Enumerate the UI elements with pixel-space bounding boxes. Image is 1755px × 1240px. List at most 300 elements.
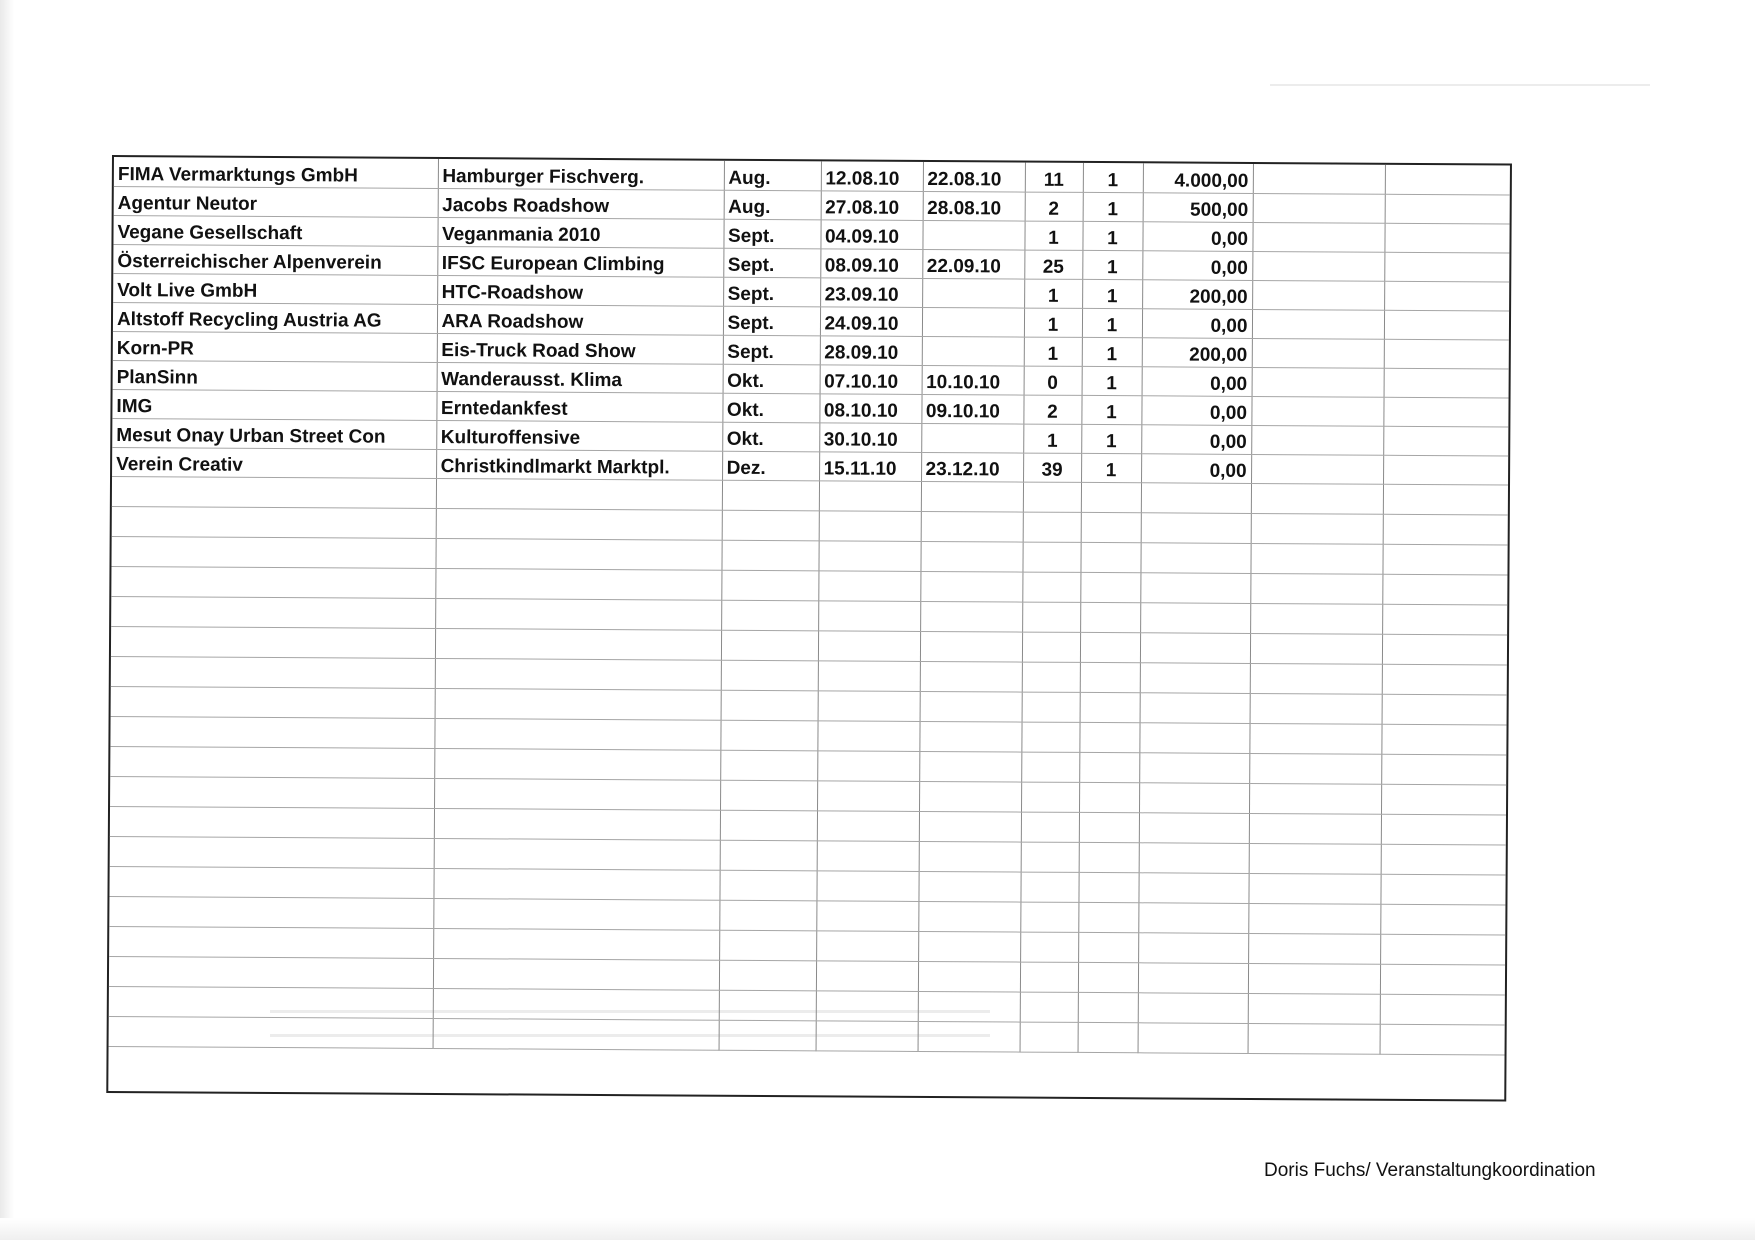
amount-cell: 200,00 xyxy=(1142,337,1252,367)
blank-cell xyxy=(1021,842,1079,872)
event-cell: Hamburger Fischverg. xyxy=(438,159,724,190)
month-cell: Okt. xyxy=(722,422,819,452)
blank-cell xyxy=(1138,872,1248,903)
start-date-cell: 08.09.10 xyxy=(820,248,922,278)
blank-cell xyxy=(110,746,434,778)
blank-cell xyxy=(1022,572,1080,602)
month-cell: Sept. xyxy=(723,219,820,249)
blank-cell xyxy=(816,960,918,991)
blank-cell xyxy=(919,781,1021,812)
blank-cell xyxy=(1382,574,1507,605)
blank-cell xyxy=(112,476,436,508)
blank-cell xyxy=(1252,309,1384,339)
days-cell: 2 xyxy=(1023,395,1081,424)
blank-cell xyxy=(1384,339,1509,369)
event-cell: Christkindlmarkt Marktpl. xyxy=(436,449,722,480)
blank-cell xyxy=(433,988,719,1020)
blank-cell xyxy=(1020,1022,1078,1052)
month-cell: Dez. xyxy=(722,451,819,481)
blank-cell xyxy=(1249,723,1381,754)
organizer-cell: Agentur Neutor xyxy=(114,186,438,217)
blank-cell xyxy=(109,866,433,898)
blank-cell xyxy=(1139,722,1249,753)
blank-cell xyxy=(1022,632,1080,662)
blank-cell xyxy=(109,956,433,988)
blank-cell xyxy=(1248,993,1380,1024)
blank-cell xyxy=(110,776,434,808)
blank-cell xyxy=(1140,692,1250,723)
month-cell: Sept. xyxy=(723,335,820,365)
days-cell: 1 xyxy=(1024,308,1082,337)
blank-cell xyxy=(918,871,1020,902)
blank-cell xyxy=(918,991,1020,1022)
blank-cell xyxy=(721,600,818,631)
blank-cell xyxy=(1079,752,1139,782)
blank-cell xyxy=(1079,722,1139,752)
blank-cell xyxy=(1022,662,1080,692)
blank-cell xyxy=(1081,512,1141,542)
blank-cell xyxy=(434,778,720,810)
blank-cell xyxy=(1384,223,1509,253)
blank-cell xyxy=(721,570,818,601)
blank-cell xyxy=(722,480,819,511)
blank-cell xyxy=(1140,662,1250,693)
blank-cell xyxy=(1382,634,1507,665)
blank-cell xyxy=(1381,724,1506,755)
blank-cell xyxy=(1380,874,1505,905)
start-date-cell: 12.08.10 xyxy=(821,161,923,191)
count-cell: 1 xyxy=(1082,337,1142,366)
blank-cell xyxy=(1023,512,1081,542)
blank-cell xyxy=(918,931,1020,962)
blank-cell xyxy=(110,716,434,748)
blank-cell xyxy=(1380,964,1505,995)
end-date-cell: 09.10.10 xyxy=(921,394,1023,424)
blank-cell xyxy=(1250,663,1382,694)
blank-cell xyxy=(1384,310,1509,340)
blank-cell xyxy=(1138,902,1248,933)
start-date-cell: 04.09.10 xyxy=(820,219,922,249)
end-date-cell xyxy=(922,220,1024,250)
event-cell: HTC-Roadshow xyxy=(437,275,723,306)
blank-cell xyxy=(1022,692,1080,722)
month-cell: Aug. xyxy=(724,161,821,191)
blank-cell xyxy=(819,510,921,541)
count-cell: 1 xyxy=(1082,250,1142,279)
signature-line: Doris Fuchs/ Veranstaltungkoordination xyxy=(1264,1160,1596,1181)
blank-cell xyxy=(721,630,818,661)
blank-cell xyxy=(1020,962,1078,992)
blank-cell xyxy=(1251,454,1383,484)
blank-cell xyxy=(1080,572,1140,602)
blank-cell xyxy=(1383,426,1508,456)
blank-cell xyxy=(919,751,1021,782)
blank-cell xyxy=(1023,482,1081,512)
blank-cell xyxy=(111,686,435,718)
days-cell: 11 xyxy=(1025,163,1083,192)
blank-cell xyxy=(720,780,817,811)
count-cell: 1 xyxy=(1082,366,1142,395)
event-cell: IFSC European Climbing xyxy=(437,246,723,277)
blank-cell xyxy=(1248,903,1380,934)
blank-cell xyxy=(1381,814,1506,845)
organizer-cell: PlanSinn xyxy=(113,360,437,391)
blank-cell xyxy=(1138,992,1248,1023)
days-cell: 1 xyxy=(1024,279,1082,308)
blank-cell xyxy=(1250,633,1382,664)
blank-cell xyxy=(1249,753,1381,784)
blank-cell xyxy=(719,1020,816,1051)
blank-cell xyxy=(720,810,817,841)
end-date-cell xyxy=(922,307,1024,337)
month-cell: Aug. xyxy=(724,190,821,220)
blank-cell xyxy=(1078,902,1138,932)
blank-cell xyxy=(1139,812,1249,843)
event-cell: Eis-Truck Road Show xyxy=(437,333,723,364)
event-cell: Wanderausst. Klima xyxy=(437,362,723,393)
blank-cell xyxy=(1380,934,1505,965)
blank-cell xyxy=(921,481,1023,512)
blank-cell xyxy=(719,900,816,931)
blank-cell xyxy=(920,541,1022,572)
blank-cell xyxy=(920,601,1022,632)
blank-cell xyxy=(719,870,816,901)
blank-cell xyxy=(109,986,433,1018)
blank-cell xyxy=(720,750,817,781)
blank-cell xyxy=(818,600,920,631)
blank-cell xyxy=(435,628,721,660)
blank-cell xyxy=(816,990,918,1021)
event-cell: Jacobs Roadshow xyxy=(438,188,724,219)
amount-cell: 4.000,00 xyxy=(1143,163,1253,193)
count-cell: 1 xyxy=(1083,163,1143,192)
scan-bottom-shadow xyxy=(0,1218,1755,1240)
month-cell: Sept. xyxy=(723,306,820,336)
blank-cell xyxy=(1252,251,1384,281)
blank-cell xyxy=(1384,281,1509,311)
blank-cell xyxy=(1253,193,1385,223)
blank-cell xyxy=(1382,664,1507,695)
count-cell: 1 xyxy=(1082,279,1142,308)
blank-cell xyxy=(1080,602,1140,632)
blank-cell xyxy=(817,780,919,811)
blank-cell xyxy=(1383,397,1508,427)
end-date-cell xyxy=(922,278,1024,308)
event-cell: Veganmania 2010 xyxy=(437,217,723,248)
blank-cell xyxy=(817,720,919,751)
blank-cell xyxy=(816,1020,918,1051)
blank-cell xyxy=(1079,782,1139,812)
blank-cell xyxy=(433,868,719,900)
blank-cell xyxy=(1139,782,1249,813)
blank-cell xyxy=(1251,425,1383,455)
days-cell: 1 xyxy=(1023,424,1081,453)
blank-cell xyxy=(434,748,720,780)
event-cell: Erntedankfest xyxy=(436,391,722,422)
blank-cell xyxy=(1248,963,1380,994)
start-date-cell: 08.10.10 xyxy=(819,393,921,423)
blank-cell xyxy=(1020,872,1078,902)
month-cell: Okt. xyxy=(722,393,819,423)
blank-cell xyxy=(109,896,433,928)
blank-cell xyxy=(1252,367,1384,397)
blank-cell xyxy=(1021,782,1079,812)
blank-cell xyxy=(1022,602,1080,632)
blank-cell xyxy=(921,511,1023,542)
blank-cell xyxy=(818,630,920,661)
blank-cell xyxy=(719,930,816,961)
organizer-cell: Vegane Gesellschaft xyxy=(113,215,437,246)
blank-cell xyxy=(920,571,1022,602)
blank-cell xyxy=(918,961,1020,992)
blank-cell xyxy=(1382,604,1507,635)
blank-cell xyxy=(435,598,721,630)
end-date-cell xyxy=(922,336,1024,366)
blank-cell xyxy=(1251,483,1383,514)
organizer-cell: IMG xyxy=(112,389,436,420)
blank-cell xyxy=(1380,904,1505,935)
blank-cell xyxy=(1252,222,1384,252)
blank-cell xyxy=(1250,603,1382,634)
blank-cell xyxy=(1381,754,1506,785)
blank-cell xyxy=(1020,932,1078,962)
blank-cell xyxy=(433,898,719,930)
blank-cell xyxy=(1383,455,1508,485)
blank-cell xyxy=(435,658,721,690)
blank-cell xyxy=(920,631,1022,662)
blank-cell xyxy=(1078,962,1138,992)
blank-cell xyxy=(1251,513,1383,544)
blank-cell xyxy=(721,540,818,571)
blank-cell xyxy=(818,540,920,571)
blank-cell xyxy=(816,900,918,931)
blank-cell xyxy=(1251,396,1383,426)
blank-cell xyxy=(434,808,720,840)
blank-cell xyxy=(111,656,435,688)
organizer-cell: FIMA Vermarktungs GmbH xyxy=(114,157,438,188)
blank-cell xyxy=(720,840,817,871)
blank-cell xyxy=(1249,783,1381,814)
blank-cell xyxy=(816,870,918,901)
blank-cell xyxy=(818,690,920,721)
blank-cell xyxy=(1080,632,1140,662)
blank-cell xyxy=(111,596,435,628)
start-date-cell: 30.10.10 xyxy=(819,422,921,452)
events-table-frame xyxy=(106,155,1512,1102)
blank-cell xyxy=(110,836,434,868)
blank-cell xyxy=(1081,482,1141,512)
blank-cell xyxy=(1140,632,1250,663)
blank-cell xyxy=(1381,844,1506,875)
amount-cell: 0,00 xyxy=(1141,453,1251,483)
event-cell: ARA Roadshow xyxy=(437,304,723,335)
blank-cell xyxy=(433,958,719,990)
blank-cell xyxy=(1139,752,1249,783)
blank-cell xyxy=(816,930,918,961)
blank-cell xyxy=(1249,843,1381,874)
organizer-cell: Korn-PR xyxy=(113,331,437,362)
blank-cell xyxy=(719,960,816,991)
events-table xyxy=(109,157,1510,1055)
start-date-cell: 24.09.10 xyxy=(820,306,922,336)
count-cell: 1 xyxy=(1083,192,1143,221)
blank-cell xyxy=(1021,722,1079,752)
blank-cell xyxy=(920,691,1022,722)
blank-cell xyxy=(1020,902,1078,932)
blank-cell xyxy=(1385,194,1510,224)
blank-cell xyxy=(1248,1023,1380,1054)
start-date-cell: 23.09.10 xyxy=(820,277,922,307)
organizer-cell: Österreichischer Alpenverein xyxy=(113,244,437,275)
days-cell: 39 xyxy=(1023,453,1081,482)
blank-cell xyxy=(1385,165,1510,195)
month-cell: Okt. xyxy=(723,364,820,394)
blank-cell xyxy=(1382,694,1507,725)
blank-cell xyxy=(1078,872,1138,902)
month-cell: Sept. xyxy=(723,277,820,307)
blank-cell xyxy=(112,506,436,538)
blank-cell xyxy=(436,508,722,540)
bleed-through-mark xyxy=(1270,84,1650,86)
blank-cell xyxy=(1140,572,1250,603)
blank-cell xyxy=(1021,812,1079,842)
blank-cell xyxy=(1249,813,1381,844)
start-date-cell: 15.11.10 xyxy=(819,451,921,481)
blank-cell xyxy=(433,1018,719,1050)
end-date-cell: 10.10.10 xyxy=(922,365,1024,395)
blank-cell xyxy=(111,536,435,568)
blank-cell xyxy=(918,901,1020,932)
blank-cell xyxy=(722,510,819,541)
start-date-cell: 28.09.10 xyxy=(820,335,922,365)
blank-cell xyxy=(1384,252,1509,282)
organizer-cell: Altstoff Recycling Austria AG xyxy=(113,302,437,333)
days-cell: 1 xyxy=(1024,221,1082,250)
blank-cell xyxy=(109,926,433,958)
blank-cell xyxy=(111,626,435,658)
blank-cell xyxy=(1079,842,1139,872)
amount-cell: 0,00 xyxy=(1142,308,1252,338)
blank-cell xyxy=(721,660,818,691)
blank-cell xyxy=(819,480,921,511)
end-date-cell: 28.08.10 xyxy=(923,191,1025,221)
blank-cell xyxy=(818,570,920,601)
blank-cell xyxy=(1138,1022,1248,1053)
blank-cell xyxy=(1252,280,1384,310)
blank-cell xyxy=(1078,932,1138,962)
blank-cell xyxy=(1248,933,1380,964)
blank-cell xyxy=(1140,602,1250,633)
blank-cell xyxy=(919,811,1021,842)
blank-cell xyxy=(817,840,919,871)
count-cell: 1 xyxy=(1082,308,1142,337)
blank-cell xyxy=(719,990,816,1021)
organizer-cell: Mesut Onay Urban Street Con xyxy=(112,418,436,449)
amount-cell: 0,00 xyxy=(1142,250,1252,280)
scan-edge-shadow xyxy=(0,0,14,1240)
blank-cell xyxy=(919,721,1021,752)
days-cell: 2 xyxy=(1025,192,1083,221)
end-date-cell: 22.08.10 xyxy=(923,162,1025,192)
start-date-cell: 07.10.10 xyxy=(820,364,922,394)
blank-cell xyxy=(434,718,720,750)
start-date-cell: 27.08.10 xyxy=(821,190,923,220)
amount-cell: 500,00 xyxy=(1143,192,1253,222)
blank-cell xyxy=(1078,992,1138,1022)
blank-cell xyxy=(1380,1024,1505,1055)
blank-cell xyxy=(1380,994,1505,1025)
blank-cell xyxy=(434,838,720,870)
blank-cell xyxy=(1138,932,1248,963)
amount-cell: 0,00 xyxy=(1142,366,1252,396)
days-cell: 1 xyxy=(1024,337,1082,366)
blank-cell xyxy=(433,928,719,960)
days-cell: 0 xyxy=(1024,366,1082,395)
count-cell: 1 xyxy=(1082,221,1142,250)
blank-cell xyxy=(1141,482,1251,513)
blank-cell xyxy=(920,661,1022,692)
count-cell: 1 xyxy=(1081,453,1141,482)
count-cell: 1 xyxy=(1081,395,1141,424)
event-cell: Kulturoffensive xyxy=(436,420,722,451)
blank-cell xyxy=(1078,1022,1138,1052)
blank-cell xyxy=(1139,842,1249,873)
blank-cell xyxy=(918,1021,1020,1052)
blank-cell xyxy=(111,566,435,598)
amount-cell: 200,00 xyxy=(1142,279,1252,309)
blank-cell xyxy=(1080,692,1140,722)
blank-cell xyxy=(109,1016,433,1048)
end-date-cell: 22.09.10 xyxy=(922,249,1024,279)
blank-cell xyxy=(1080,542,1140,572)
month-cell: Sept. xyxy=(723,248,820,278)
blank-cell xyxy=(1252,338,1384,368)
blank-cell xyxy=(721,690,818,721)
amount-cell: 0,00 xyxy=(1142,221,1252,251)
blank-cell xyxy=(817,810,919,841)
blank-cell xyxy=(1141,512,1251,543)
blank-cell xyxy=(1248,873,1380,904)
blank-cell xyxy=(1383,484,1508,515)
blank-cell xyxy=(436,478,722,510)
blank-cell xyxy=(1384,368,1509,398)
blank-cell xyxy=(1080,662,1140,692)
end-date-cell xyxy=(921,423,1023,453)
days-cell: 25 xyxy=(1024,250,1082,279)
amount-cell: 0,00 xyxy=(1141,395,1251,425)
blank-cell xyxy=(1250,693,1382,724)
blank-cell xyxy=(919,841,1021,872)
blank-cell xyxy=(1382,544,1507,575)
blank-cell xyxy=(435,538,721,570)
blank-cell xyxy=(435,688,721,720)
blank-cell xyxy=(1253,164,1385,194)
blank-cell xyxy=(720,720,817,751)
blank-cell xyxy=(1021,752,1079,782)
amount-cell: 0,00 xyxy=(1141,424,1251,454)
end-date-cell: 23.12.10 xyxy=(921,452,1023,482)
blank-cell xyxy=(818,660,920,691)
blank-cell xyxy=(1250,543,1382,574)
blank-cell xyxy=(1383,514,1508,545)
blank-cell xyxy=(1138,962,1248,993)
blank-cell xyxy=(435,568,721,600)
blank-cell xyxy=(1079,812,1139,842)
blank-cell xyxy=(1022,542,1080,572)
blank-cell xyxy=(1140,542,1250,573)
blank-cell xyxy=(1250,573,1382,604)
blank-cell xyxy=(1381,784,1506,815)
